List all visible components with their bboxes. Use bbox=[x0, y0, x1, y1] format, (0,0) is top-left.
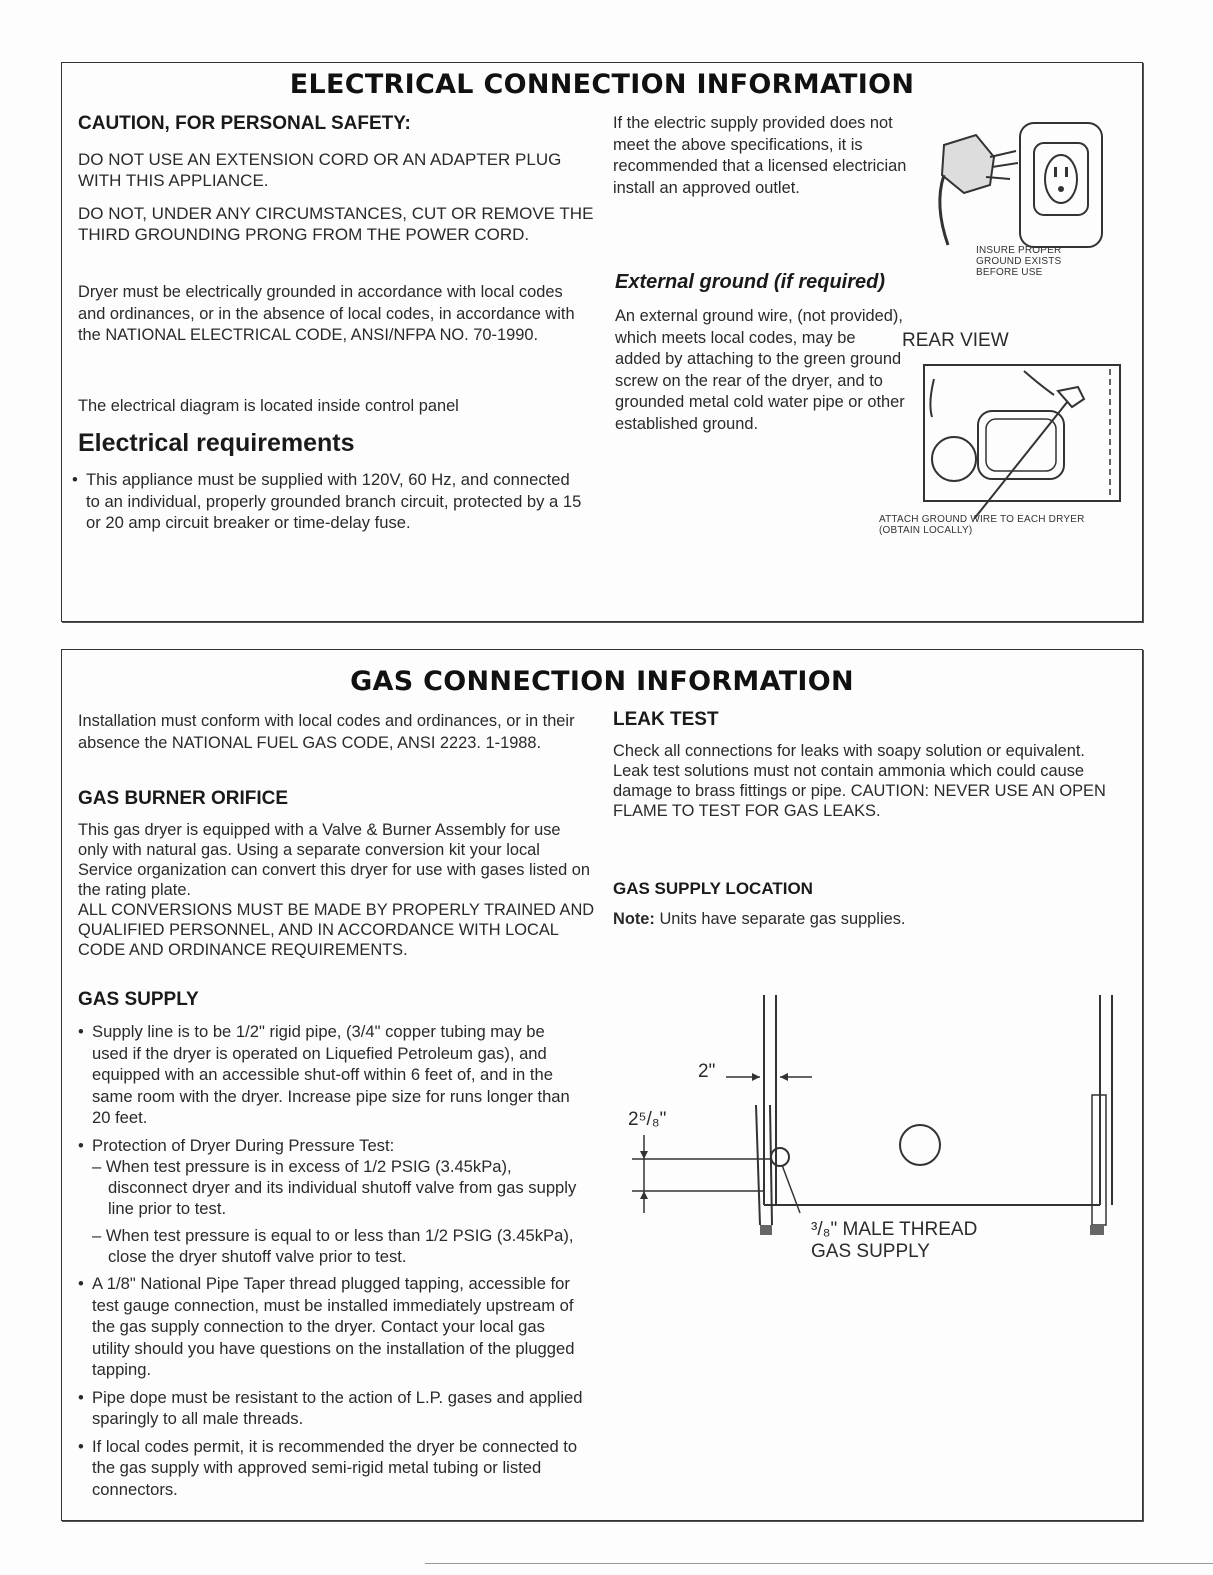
footer-rule bbox=[425, 1563, 1213, 1564]
gas-supply-list bbox=[78, 1021, 583, 1506]
thread-label-line1: ³/₈" MALE THREAD bbox=[811, 1219, 978, 1240]
gas-title: GAS CONNECTION INFORMATION bbox=[350, 666, 854, 697]
leak-test-heading: LEAK TEST bbox=[613, 709, 719, 730]
requirements-bullet: • This appliance must be supplied with 120V, 60 Hz, and connected to an individual, properly grounded branch circuit, protected by a 15 or 20 amp circuit breaker or time-delay fuse. bbox=[72, 469, 587, 534]
gas-location-heading: GAS SUPPLY LOCATION bbox=[613, 879, 813, 898]
gas-section bbox=[61, 649, 1143, 1521]
grounding-text: Dryer must be electrically grounded in accordance with local codes and ordinances, or in the absence of local codes, in accordance with the NATIONAL ELECTRICAL CODE, ANSI/NFPA NO. 70-1990. bbox=[78, 283, 575, 344]
dimension-2in: 2" bbox=[698, 1061, 716, 1082]
gas-bullet-2 bbox=[78, 1135, 583, 1268]
dimension-2-5-8in: 2⁵/₈" bbox=[628, 1109, 667, 1130]
caution-extension-cord: DO NOT USE AN EXTENSION CORD OR AN ADAPTER PLUG WITH THIS APPLIANCE. bbox=[78, 150, 562, 190]
rear-view-illustration bbox=[914, 359, 1129, 524]
thread-label bbox=[811, 1219, 977, 1263]
orifice-text: This gas dryer is equipped with a Valve & Burner Assembly for use only with natural gas. Using a separate conversion kit your local Service organization can convert this dryer for use with gases listed on the rating plate. bbox=[78, 821, 591, 899]
gas-bullet-1: • Supply line is to be 1/2" rigid pipe, (3/4" copper tubing may be used if the dryer is operated on Liquefied Petroleum gas), and equipped with an accessible shut-off within 6 feet of, and in the same room with the dryer. Increase pipe size for runs longer than 20 feet. bbox=[78, 1021, 583, 1129]
supply-text: If the electric supply provided does not meet the above specifications, it is recommended that a licensed electrician install an approved outlet. bbox=[613, 114, 907, 197]
electrical-requirements-heading: Electrical requirements bbox=[78, 429, 355, 457]
orifice-heading: GAS BURNER ORIFICE bbox=[78, 788, 289, 809]
thread-label-line2: GAS SUPPLY bbox=[811, 1241, 930, 1262]
external-ground-heading: External ground (if required) bbox=[615, 271, 886, 293]
orifice-caps-text: ALL CONVERSIONS MUST BE MADE BY PROPERLY TRAINED AND QUALIFIED PERSONNEL, AND IN ACCORDANCE WITH LOCAL CODE AND ORDINANCE REQUIREMENTS. bbox=[78, 901, 595, 959]
electrical-section bbox=[61, 62, 1143, 622]
caution-grounding-prong: DO NOT, UNDER ANY CIRCUMSTANCES, CUT OR REMOVE THE THIRD GROUNDING PRONG FROM THE POWER CORD. bbox=[78, 204, 594, 244]
gas-sub-1: – When test pressure is in excess of 1/2 PSIG (3.45kPa), disconnect dryer and its individual shutoff valve from gas supply line prior to test. bbox=[92, 1157, 577, 1218]
gas-bullet-4: • Pipe dope must be resistant to the action of L.P. gases and applied sparingly to all male threads. bbox=[78, 1387, 583, 1430]
gas-bullet-2-text: Protection of Dryer During Pressure Test: bbox=[92, 1135, 395, 1155]
requirements-list bbox=[72, 469, 587, 540]
caution-heading: CAUTION, FOR PERSONAL SAFETY: bbox=[78, 113, 411, 134]
gas-supply-heading: GAS SUPPLY bbox=[78, 989, 199, 1010]
note-label: Note: bbox=[613, 910, 655, 928]
note-text: Units have separate gas supplies. bbox=[654, 910, 906, 928]
leak-test-text: Check all connections for leaks with soapy solution or equivalent. Leak test solutions must not contain ammonia which could cause damage to brass fittings or pipe. CAUTION: NEVER USE AN OPEN FLAME TO TEST FOR GAS LEAKS. bbox=[613, 742, 1106, 820]
external-ground-text: An external ground wire, (not provided), which meets local codes, may be added by attaching to the green ground screw on the rear of the dryer, and to grounded metal cold water pipe or other established ground. bbox=[615, 307, 905, 433]
gas-intro: Installation must conform with local codes and ordinances, or in their absence the NATIONAL FUEL GAS CODE, ANSI 2223. 1-1988. bbox=[78, 712, 575, 752]
gas-sub-2: – When test pressure is equal to or less than 1/2 PSIG (3.45kPa), close the dryer shutoff valve prior to test. bbox=[92, 1226, 574, 1266]
electrical-title: ELECTRICAL CONNECTION INFORMATION bbox=[289, 69, 915, 100]
gas-note bbox=[613, 909, 905, 931]
gas-bullet-3: • A 1/8" National Pipe Taper thread plugged tapping, accessible for test gauge connection, must be installed immediately upstream of the gas supply connection to the dryer. Contact your local gas utility should you have questions on the installation of the plugged tapping. bbox=[78, 1273, 583, 1381]
diagram-location-text: The electrical diagram is located inside control panel bbox=[78, 397, 459, 415]
rear-view-caption: ATTACH GROUND WIRE TO EACH DRYER (OBTAIN LOCALLY) bbox=[879, 514, 1085, 536]
outlet-caption: INSURE PROPER GROUND EXISTS BEFORE USE bbox=[976, 245, 1062, 278]
gas-bullet-5: • If local codes permit, it is recommended the dryer be connected to the gas supply with approved semi-rigid metal tubing or listed connectors. bbox=[78, 1436, 583, 1501]
rear-view-label: REAR VIEW bbox=[902, 330, 1009, 351]
